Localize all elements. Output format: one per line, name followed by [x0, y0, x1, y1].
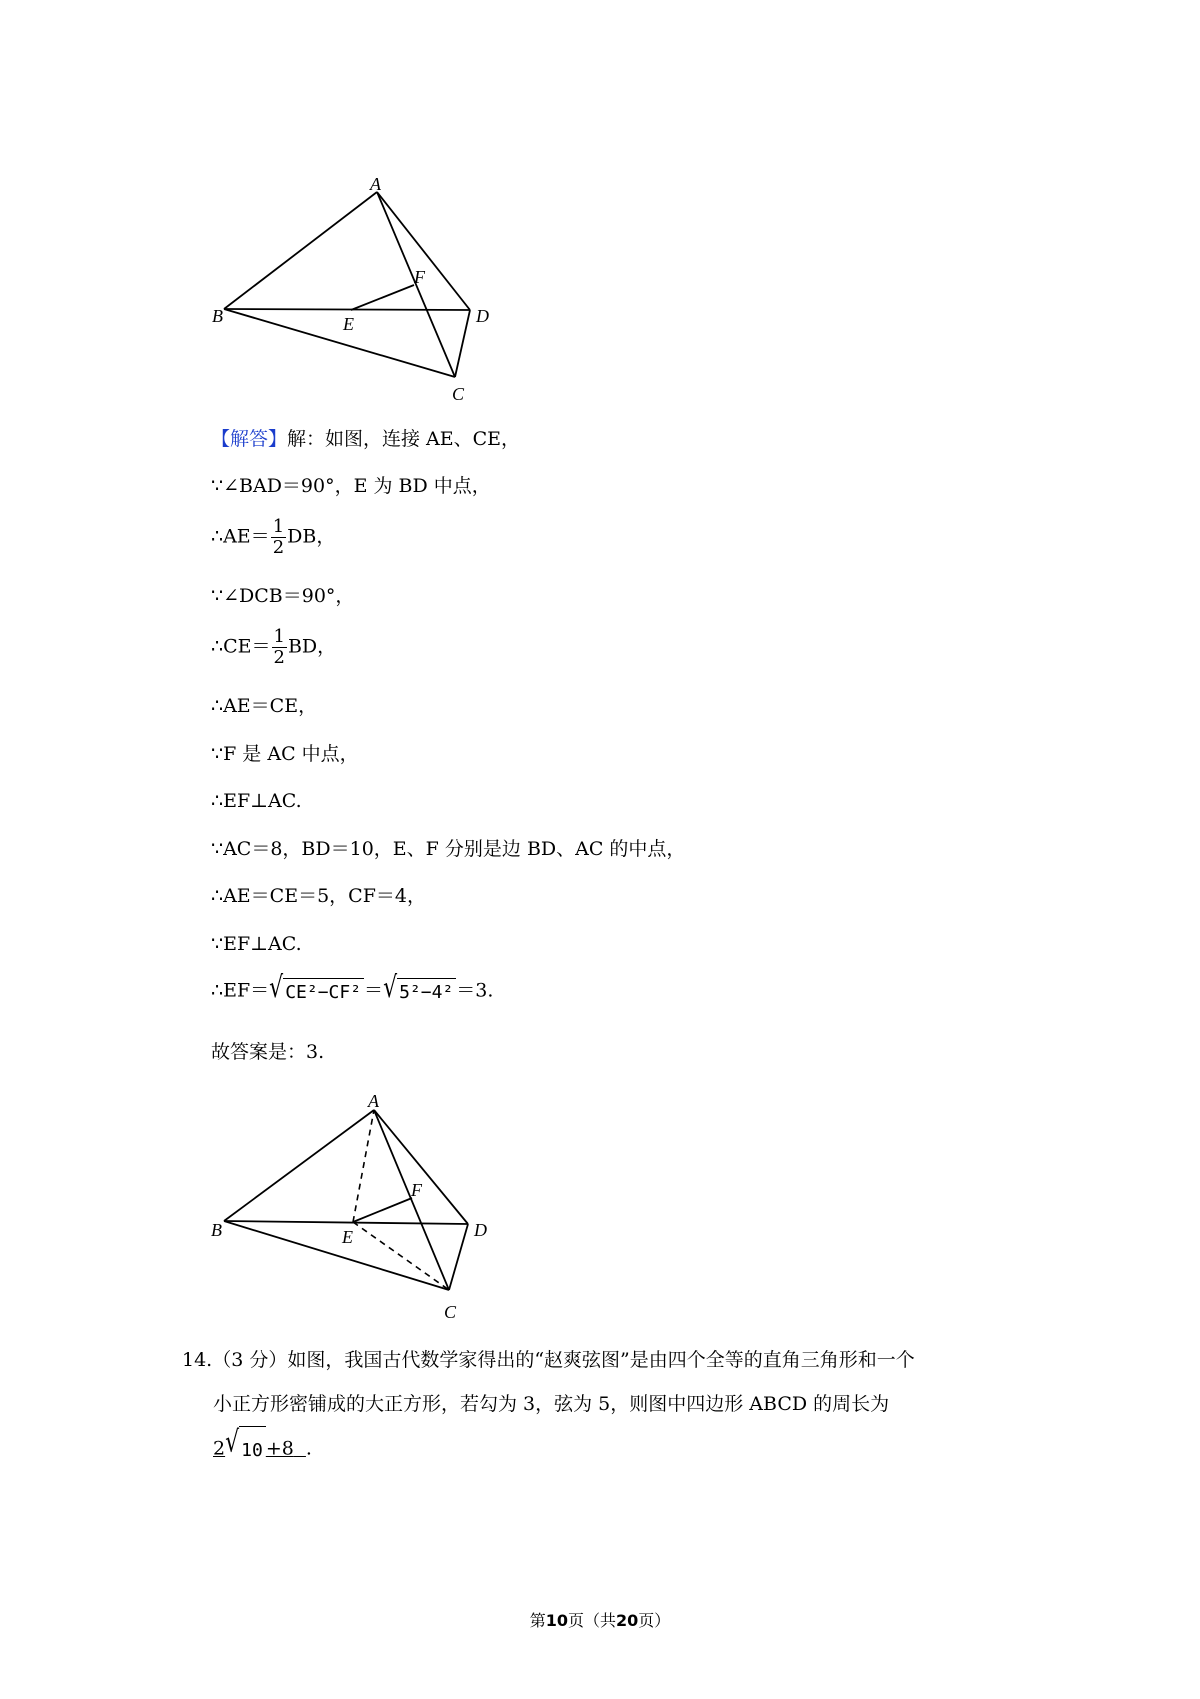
sqrt-ten: √ 10	[225, 1426, 266, 1473]
label-b: B	[211, 1220, 222, 1240]
label-c: C	[444, 1302, 457, 1322]
sqrt-expression-2: √ 5²−4²	[383, 978, 456, 1005]
segment-bd	[224, 1221, 468, 1224]
total-page-count: 20	[616, 1611, 639, 1630]
solution-line-11: ∵EF⊥AC.	[211, 933, 302, 955]
sqrt-expression-1: √ CE²−CF²	[269, 978, 364, 1005]
label-e: E	[343, 314, 354, 334]
question-14-line-2: 小正方形密铺成的大正方形，若勾为 3，弦为 5，则图中四边形 ABCD 的周长为	[213, 1393, 890, 1415]
segment-ba	[224, 1110, 374, 1221]
segment-ef	[351, 285, 414, 310]
solution-line-7: ∵F 是 AC 中点，	[211, 743, 359, 765]
label-c: C	[452, 384, 465, 404]
solution-tag: 【解答】	[211, 428, 288, 450]
label-f: F	[411, 1180, 422, 1200]
solution-line-12: ∴EF＝√ CE²−CF² ＝√ 5²−4² ＝3.	[211, 971, 494, 1005]
segment-ad	[377, 192, 470, 310]
segment-bd	[224, 309, 470, 310]
figure-quadrilateral-1	[200, 165, 500, 405]
solution-line-4: ∵∠DCB＝90°，	[211, 585, 355, 607]
segment-bc	[224, 309, 455, 377]
label-e: E	[342, 1227, 353, 1247]
solution-line-8: ∴EF⊥AC.	[211, 790, 302, 812]
solution-line-1: 【解答】解：如图，连接 AE、CE，	[211, 428, 521, 450]
question-14-answer: 2√ 10 +8 .	[182, 1426, 1022, 1473]
label-d: D	[476, 306, 489, 326]
dashed-segment-ae	[353, 1110, 374, 1222]
segment-dc	[449, 1224, 468, 1290]
label-d: D	[474, 1220, 487, 1240]
label-a: A	[368, 1091, 379, 1111]
label-a: A	[370, 174, 381, 194]
solution-line-5: ∴CE＝ $\frac{1}{2}$ BD，	[211, 626, 337, 668]
segment-ba	[224, 192, 377, 309]
solution-line-10: ∴AE＝CE＝5，CF＝4，	[211, 885, 426, 907]
figure-quadrilateral-2	[200, 1085, 500, 1325]
question-14	[182, 1338, 1022, 1473]
label-b: B	[212, 306, 223, 326]
current-page-number: 10	[545, 1611, 568, 1630]
fraction-half: $\frac{1}{2}$	[272, 516, 285, 558]
solution-line-6: ∴AE＝CE，	[211, 695, 318, 717]
fraction-half: $\frac{1}{2}$	[273, 626, 285, 668]
question-14-line-1: 14.（3 分）如图，我国古代数学家得出的“赵爽弦图”是由四个全等的直角三角形和一个	[182, 1349, 915, 1371]
solution-line-3: ∴AE＝ $\frac{1}{2}$ DB，	[211, 516, 336, 558]
solution-line-2: ∵∠BAD＝90°，E 为 BD 中点，	[211, 475, 491, 497]
solution-line-9: ∵AC＝8，BD＝10，E、F 分别是边 BD、AC 的中点，	[211, 838, 686, 860]
solution-line-13: 故答案是：3.	[211, 1041, 325, 1063]
segment-ef	[353, 1198, 412, 1222]
segment-dc	[455, 310, 470, 377]
page-footer: 第10页（共20页）	[529, 1611, 671, 1630]
label-f: F	[414, 267, 425, 287]
segment-bc	[224, 1221, 449, 1290]
